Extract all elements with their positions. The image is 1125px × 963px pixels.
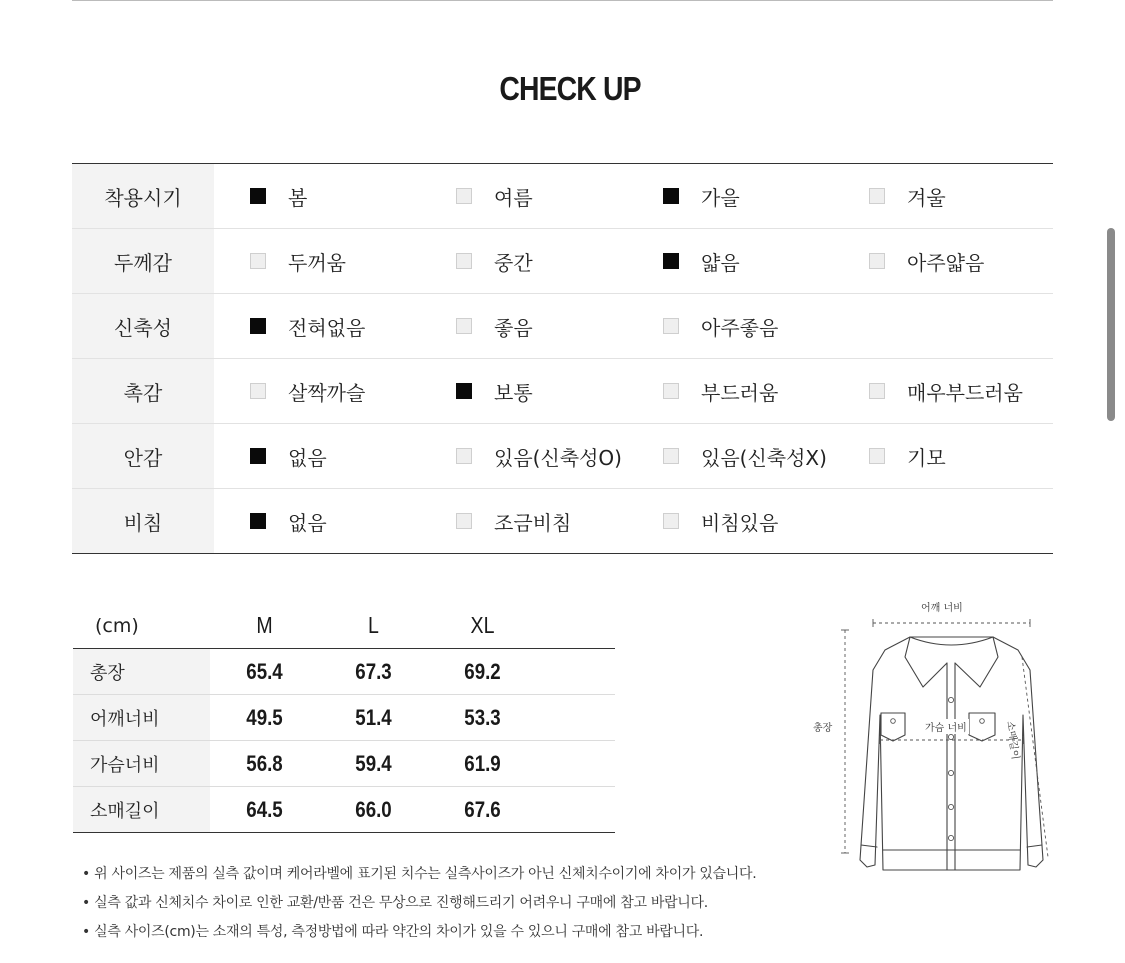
checked-box-icon: [250, 448, 266, 464]
size-unit-label: (cm): [95, 614, 139, 637]
size-value: 64.5: [246, 796, 283, 822]
checkup-row-label: 착용시기: [72, 164, 214, 228]
shoulder-width-label: 어깨 너비: [921, 603, 963, 614]
checkup-row-label: 두께감: [72, 229, 214, 293]
checkup-option-label: 아주얇음: [907, 250, 985, 275]
checkup-row: [72, 164, 1053, 228]
unchecked-box-icon: [869, 253, 885, 269]
size-notes: [82, 862, 756, 949]
note-item: • 실측 값과 신체치수 차이로 인한 교환/반품 건은 무상으로 진행해드리기 어려우니 구매에 참고 바랍니다.: [82, 895, 708, 911]
checkup-options: [214, 424, 1053, 488]
checkup-options: [214, 359, 1053, 423]
checkup-option-label: 겨울: [907, 185, 946, 210]
checkup-option: [456, 229, 533, 293]
unchecked-box-icon: [456, 448, 472, 464]
checkup-row: [72, 228, 1053, 293]
checked-box-icon: [456, 383, 472, 399]
checkup-option: [250, 294, 365, 358]
checkup-option: [250, 359, 365, 423]
size-value: 53.3: [464, 704, 501, 730]
checked-box-icon: [250, 513, 266, 529]
checkup-option: [663, 359, 778, 423]
size-value: 67.3: [355, 658, 392, 684]
size-row-label: 가슴너비: [73, 741, 210, 786]
checkup-option-label: 좋음: [494, 315, 533, 340]
checkup-option-label: 비침있음: [701, 510, 779, 535]
size-row-sleeve: [73, 787, 615, 833]
unchecked-box-icon: [456, 253, 472, 269]
size-row-shoulder: [73, 695, 615, 741]
total-length-label: 총장: [813, 723, 833, 734]
unchecked-box-icon: [869, 448, 885, 464]
page-title: CHECK UP: [499, 70, 641, 107]
checkup-option: [663, 294, 778, 358]
size-table: [73, 603, 615, 833]
size-value: 66.0: [355, 796, 392, 822]
checkup-option-label: 없음: [288, 445, 327, 470]
size-value: 56.8: [246, 750, 283, 776]
checkup-option: [663, 229, 740, 293]
size-header-l: L: [368, 612, 379, 638]
checkup-option: [869, 164, 946, 228]
size-header-m: M: [256, 612, 273, 638]
size-value: 65.4: [246, 658, 283, 684]
checkup-option-label: 중간: [494, 250, 533, 275]
unchecked-box-icon: [663, 383, 679, 399]
checked-box-icon: [663, 253, 679, 269]
size-table-header: [73, 603, 615, 649]
size-row-label: 어깨너비: [73, 695, 210, 740]
checkup-option: [456, 294, 533, 358]
checkup-row-label: 촉감: [72, 359, 214, 423]
size-value: 51.4: [355, 704, 392, 730]
checkup-row-label: 신축성: [72, 294, 214, 358]
checkup-option-label: 없음: [288, 510, 327, 535]
checkup-options: [214, 164, 1053, 228]
note-item: • 실측 사이즈(cm)는 소재의 특성, 측정방법에 따라 약간의 차이가 있을 수 있으니 구매에 참고 바랍니다.: [82, 924, 704, 940]
size-value: 67.6: [464, 796, 501, 822]
checkup-row-label: 안감: [72, 424, 214, 488]
note-item: • 위 사이즈는 제품의 실측 값이며 케어라벨에 표기된 치수는 실측사이즈가 아닌 신체치수이기에 차이가 있습니다.: [82, 866, 757, 882]
chest-width-label: 가슴 너비: [923, 719, 969, 734]
size-value: 61.9: [464, 750, 501, 776]
jacket-measurement-diagram: [805, 595, 1065, 885]
unchecked-box-icon: [663, 513, 679, 529]
top-divider: [72, 0, 1053, 1]
checked-box-icon: [250, 188, 266, 204]
checked-box-icon: [250, 318, 266, 334]
checkup-option: [869, 424, 946, 488]
checkup-option: [456, 489, 571, 553]
size-header-xl: XL: [470, 612, 495, 638]
checkup-option: [250, 489, 327, 553]
unchecked-box-icon: [456, 513, 472, 529]
checkup-options: [214, 294, 1053, 358]
unchecked-box-icon: [869, 383, 885, 399]
checkup-option: [456, 424, 622, 488]
checkup-option: [456, 164, 533, 228]
checkup-option: [663, 424, 827, 488]
scrollbar-thumb[interactable]: [1107, 228, 1115, 421]
checkup-option: [456, 359, 533, 423]
unchecked-box-icon: [663, 448, 679, 464]
sleeve-length-label: 소매길이: [1004, 720, 1021, 761]
checkup-option-label: 있음(신축성O): [494, 445, 622, 470]
checkup-table: [72, 163, 1053, 554]
size-row-chest: [73, 741, 615, 787]
checkup-option: [869, 359, 1023, 423]
size-value: 59.4: [355, 750, 392, 776]
checkup-option-label: 여름: [494, 185, 533, 210]
checkup-option-label: 봄: [288, 185, 308, 210]
checkup-option: [663, 164, 740, 228]
checkup-option-label: 부드러움: [701, 380, 779, 405]
checkup-options: [214, 489, 1053, 553]
checkup-option-label: 아주좋음: [701, 315, 779, 340]
checkup-option-label: 얇음: [701, 250, 740, 275]
checkup-option: [663, 489, 778, 553]
checkup-option-label: 전혀없음: [288, 315, 366, 340]
checkup-option: [250, 424, 327, 488]
size-row-length: [73, 649, 615, 695]
checkup-option: [250, 164, 307, 228]
checkup-option-label: 보통: [494, 380, 533, 405]
checkup-option-label: 살짝까슬: [288, 380, 366, 405]
unchecked-box-icon: [869, 188, 885, 204]
checkup-option-label: 있음(신축성X): [701, 445, 827, 470]
checkup-row: [72, 358, 1053, 423]
checkup-row: [72, 293, 1053, 358]
unchecked-box-icon: [663, 318, 679, 334]
unchecked-box-icon: [456, 318, 472, 334]
checked-box-icon: [663, 188, 679, 204]
checkup-option-label: 기모: [907, 445, 946, 470]
checkup-option: [250, 229, 346, 293]
checkup-row-label: 비침: [72, 489, 214, 553]
checkup-option-label: 매우부드러움: [907, 380, 1023, 405]
unchecked-box-icon: [250, 253, 266, 269]
checkup-option-label: 가을: [701, 185, 740, 210]
checkup-option: [869, 229, 984, 293]
size-value: 69.2: [464, 658, 501, 684]
checkup-row: [72, 423, 1053, 488]
unchecked-box-icon: [250, 383, 266, 399]
checkup-option-label: 두꺼움: [288, 250, 346, 275]
size-value: 49.5: [246, 704, 283, 730]
checkup-option-label: 조금비침: [494, 510, 572, 535]
unchecked-box-icon: [456, 188, 472, 204]
checkup-options: [214, 229, 1053, 293]
jacket-outline-icon: [805, 595, 1065, 885]
size-row-label: 총장: [73, 649, 210, 694]
size-row-label: 소매길이: [73, 787, 210, 832]
checkup-row: [72, 488, 1053, 553]
